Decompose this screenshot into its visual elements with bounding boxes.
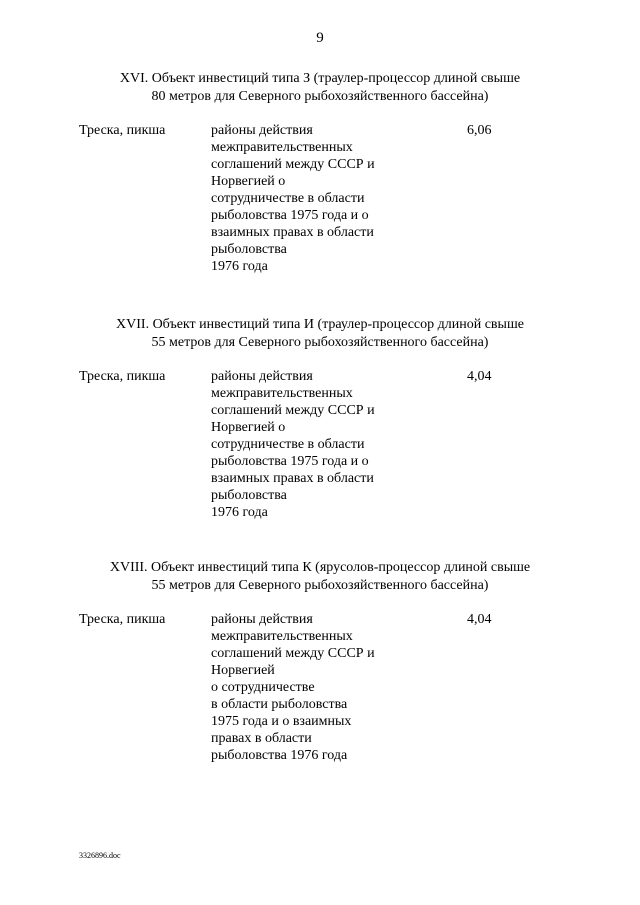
heading-line: XVII. Объект инвестиций типа И (траулер-процессор длиной свыше xyxy=(116,317,524,332)
region-line: межправительственных xyxy=(211,386,353,401)
region-line: межправительственных xyxy=(211,629,353,644)
section-xvii-heading xyxy=(0,316,640,352)
heading-line: XVI. Объект инвестиций типа З (траулер-процессор длиной свыше xyxy=(119,71,521,86)
value-cell: 6,06 xyxy=(467,123,492,138)
region-line: соглашений между СССР и xyxy=(211,157,375,172)
region-line: взаимных правах в области xyxy=(211,471,374,486)
region-line: рыболовства 1975 года и о xyxy=(211,208,369,223)
region-line: в области рыболовства xyxy=(211,697,348,712)
region-line: рыболовства xyxy=(211,488,287,503)
region-line: районы действия xyxy=(211,123,313,138)
heading-line: 55 метров для Северного рыбохозяйственного бассейна) xyxy=(151,578,489,593)
species-cell: Треска, пикша xyxy=(79,369,166,384)
heading-line: XVIII. Объект инвестиций типа К (ярусолов-процессор длиной свыше xyxy=(109,560,531,575)
region-line: районы действия xyxy=(211,369,313,384)
region-line: сотрудничестве в области xyxy=(211,437,365,452)
region-line: 1976 года xyxy=(211,505,268,520)
region-line: рыболовства 1975 года и о xyxy=(211,454,369,469)
region-line: межправительственных xyxy=(211,140,353,155)
section-heading xyxy=(0,559,640,595)
region-line: о сотрудничестве xyxy=(211,680,315,695)
region-line: 1976 года xyxy=(211,259,268,274)
region-line: сотрудничестве в области xyxy=(211,191,365,206)
section-heading xyxy=(0,70,640,106)
section-xviii-heading xyxy=(0,559,640,595)
region-cell xyxy=(211,368,441,521)
region-line: Норвегией xyxy=(211,663,275,678)
region-line: рыболовства xyxy=(211,242,287,257)
section-heading xyxy=(0,316,640,352)
region-line: Норвегией о xyxy=(211,420,286,435)
region-cell xyxy=(211,122,441,275)
region-line: рыболовства 1976 года xyxy=(211,748,348,763)
page-number: 9 xyxy=(316,30,324,46)
region-line: правах в области xyxy=(211,731,312,746)
footer-filename: 3326896.doc xyxy=(79,851,121,860)
species-cell: Треска, пикша xyxy=(79,123,166,138)
region-line: взаимных правах в области xyxy=(211,225,374,240)
region-line: соглашений между СССР и xyxy=(211,646,375,661)
value-cell: 4,04 xyxy=(467,612,492,627)
region-line: Норвегией о xyxy=(211,174,286,189)
region-line: 1975 года и о взаимных xyxy=(211,714,352,729)
heading-line: 55 метров для Северного рыбохозяйственного бассейна) xyxy=(151,335,489,350)
species-cell: Треска, пикша xyxy=(79,612,166,627)
region-line: соглашений между СССР и xyxy=(211,403,375,418)
region-line: районы действия xyxy=(211,612,313,627)
section-xvi-heading xyxy=(0,70,640,106)
value-cell: 4,04 xyxy=(467,369,492,384)
region-cell xyxy=(211,611,441,764)
heading-line: 80 метров для Северного рыбохозяйственного бассейна) xyxy=(151,89,489,104)
